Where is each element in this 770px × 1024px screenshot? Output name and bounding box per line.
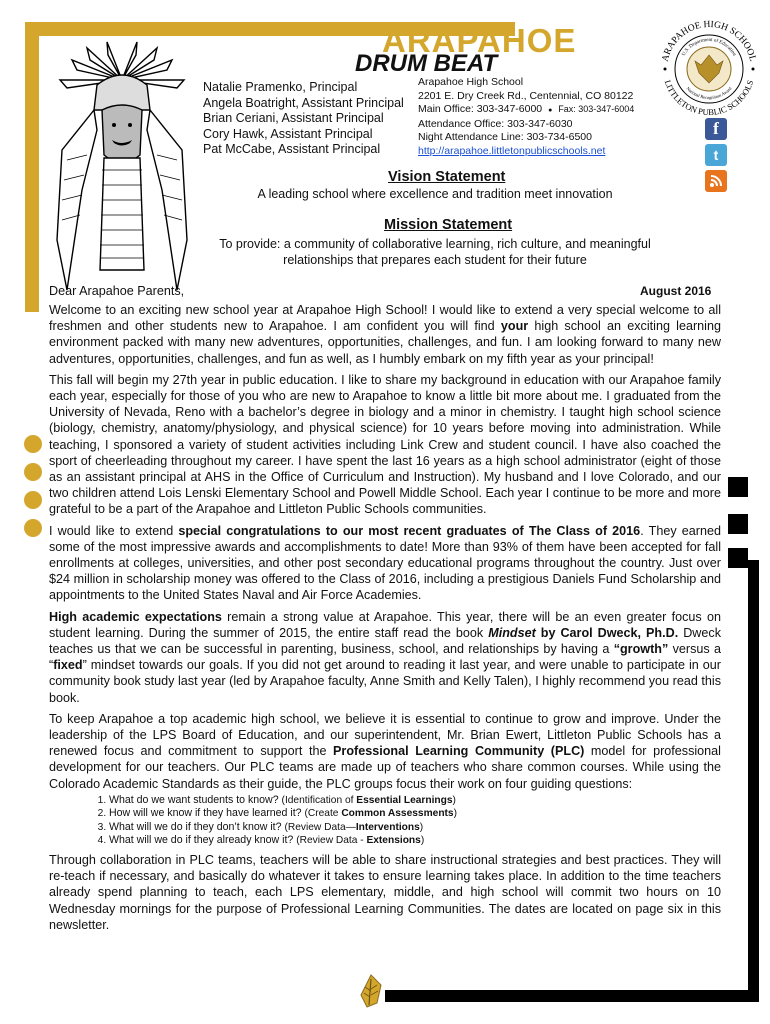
vision-heading: Vision Statement [388, 169, 506, 185]
school-name: ARAPAHOE [382, 22, 577, 59]
letter-body [49, 302, 721, 938]
main-office-phone: Main Office: 303-347-6000 [418, 103, 543, 115]
seal-outer-bottom: LITTLETON PUBLIC SCHOOLS [662, 78, 756, 118]
list-item: 4. What will we do if they already know it? (Review Data - Extensions) [109, 834, 721, 848]
black-right-bar [748, 560, 759, 1002]
website-link[interactable]: http://arapahoe.littletonpublicschools.net [418, 144, 606, 157]
attendance-phone: Attendance Office: 303-347-6030 [418, 117, 573, 130]
mission-heading: Mission Statement [384, 217, 513, 233]
admin-name: Cory Hawk, Assistant Principal [203, 126, 373, 141]
black-square [728, 548, 748, 568]
mission-line: relationships that prepares each student for their future [283, 253, 587, 267]
gold-left-bar [25, 22, 39, 312]
school-address: 2201 E. Dry Creek Rd., Centennial, CO 80122 [418, 89, 634, 102]
gold-dot [24, 491, 42, 509]
admin-name: Natalie Pramenko, Principal [203, 80, 358, 94]
school-seal [655, 15, 763, 123]
fax-number: Fax: 303-347-6004 [558, 104, 635, 114]
guiding-questions [49, 794, 721, 848]
admin-name: Pat McCabe, Assistant Principal [203, 142, 381, 156]
letter-date: August 2016 [640, 284, 712, 298]
black-square [728, 477, 748, 497]
mission-text [150, 236, 720, 268]
seal-inner-top: U.S. Department of Education [681, 37, 737, 58]
black-bottom-bar [385, 990, 759, 1002]
gold-dot [24, 463, 42, 481]
feather-logo-icon [357, 973, 385, 1009]
night-attendance-phone: Night Attendance Line: 303-734-6500 [418, 131, 592, 143]
twitter-icon[interactable]: t [705, 144, 727, 166]
gold-dot [24, 435, 42, 453]
mission-line: To provide: a community of collaborative learning, rich culture, and meaningful [219, 237, 651, 251]
paragraph: This fall will begin my 27th year in public education. I like to share my background in education with our Arapahoe family each year, especially for those of you who are new to Arapahoe to know a little bit more about me. I graduated from the University of Nevada, Reno with a bachelor’s degree in biology and a minor in chemistry. I taught high school science (biology, chemistry, anatomy/physiology, and physical science) for 10 years before moving into administration. While teaching, I sponsored a variety of student activities including Link Crew and student council. I have also coached the sport of cheerleading throughout my career. I have spent the last 16 years as a high school administrator (eight of those as an assistant principal at AHS in the Office of Curriculum and Instruction). My husband and I love Colorado, and our two children attend Lois Lenski Elementary School and Powell Middle School. Each year I continue to be more and more grateful to be a part of the Arapahoe and Littleton Public Schools communities. [49, 372, 721, 517]
bullet-separator: ● [548, 107, 553, 114]
vision-text: A leading school where excellence and tradition meet innovation [257, 187, 613, 201]
gold-dot [24, 519, 42, 537]
seal-inner-bottom: National Recognition Award [685, 85, 733, 101]
newsletter-title: DRUM BEAT [355, 50, 498, 77]
admin-name: Brian Ceriani, Assistant Principal [203, 111, 384, 125]
paragraph: Through collaboration in PLC teams, teachers will be able to share instructional strategies and best practices. They will re-teach if necessary, and basically do whatever it takes to ensure learning takes place. In addition to the time teachers already spend planning to teach, each LPS elementary, middle, and high school will commit two hours on 10 Wednesday mornings for the purpose of Professional Learning Communities. The dates are located on page six in this newsletter. [49, 852, 721, 932]
phone-line [418, 103, 634, 118]
contact-block [418, 76, 634, 158]
paragraph: High academic expectations remain a strong value at Arapahoe. This year, there will be an even greater focus on student learning. During the summer of 2015, the entire staff read the book Mindset by Carol Dweck, Ph.D. Dweck teaches us that we can be successful in parenting, business, school, and relationships by having a “growth” versus a “fixed” mindset towards our goals. If you did not get around to reading it last year, and were unable to participate in our community book study last year (led by Arapahoe faculty, Anne Smith and Kelly Talen), I highly recommend you read this book. [49, 609, 721, 705]
seal-outer-top: ARAPAHOE HIGH SCHOOL [660, 19, 758, 63]
admin-name: Angela Boatright, Assistant Principal [203, 95, 404, 110]
facebook-icon[interactable]: f [705, 118, 727, 140]
paragraph: Welcome to an exciting new school year at Arapahoe High School! I would like to extend a very special welcome to all freshmen and other students new to Arapahoe. I am confident you will find your high school an exciting learning environment packed with many new adventures, opportunities, challenges, and fun. I am looking forward to many new adventures, opportunities, challenges, and fun as well, as I humbly embark on my fifth year as your principal! [49, 303, 721, 366]
list-item: 3. What will we do if they don’t know it? (Review Data—Interventions) [109, 821, 721, 835]
paragraph: To keep Arapahoe a top academic high school, we believe it is essential to continue to grow and improve. Under the leadership of the LPS Board of Education, and our superintendent, Mr. Brian Ewert, Littleton Public Schools has a renewed focus and commitment to support the Professional Learning Community (PLC) model for professional development for our teachers. Our PLC teams are made up of teachers who share common courses. While using the Colorado Academic Standards as their guide, the PLC groups focus their work on four guiding questions: [49, 711, 721, 791]
paragraph: I would like to extend special congratulations to our most recent graduates of The Class of 2016. They earned some of the most impressive awards and accomplishments to date! More than 93% of them have been accepted for fall enrollments at colleges, universities, and other post secondary educational programs throughout the country. Just over $24 million in scholarship money was offered to the Class of 2016, including a prestigious Daniels Fund Scholarship and appointments to the United States Naval and Air Force Academies. [49, 523, 721, 603]
list-item: 2. How will we know if they have learned it? (Create Common Assessments) [109, 807, 721, 821]
school-label: Arapahoe High School [418, 76, 524, 88]
list-item: 1. What do we want students to know? (Identification of Essential Learnings) [109, 794, 721, 808]
greeting: Dear Arapahoe Parents, [49, 284, 185, 298]
administration-list [203, 80, 404, 158]
black-square [728, 514, 748, 534]
